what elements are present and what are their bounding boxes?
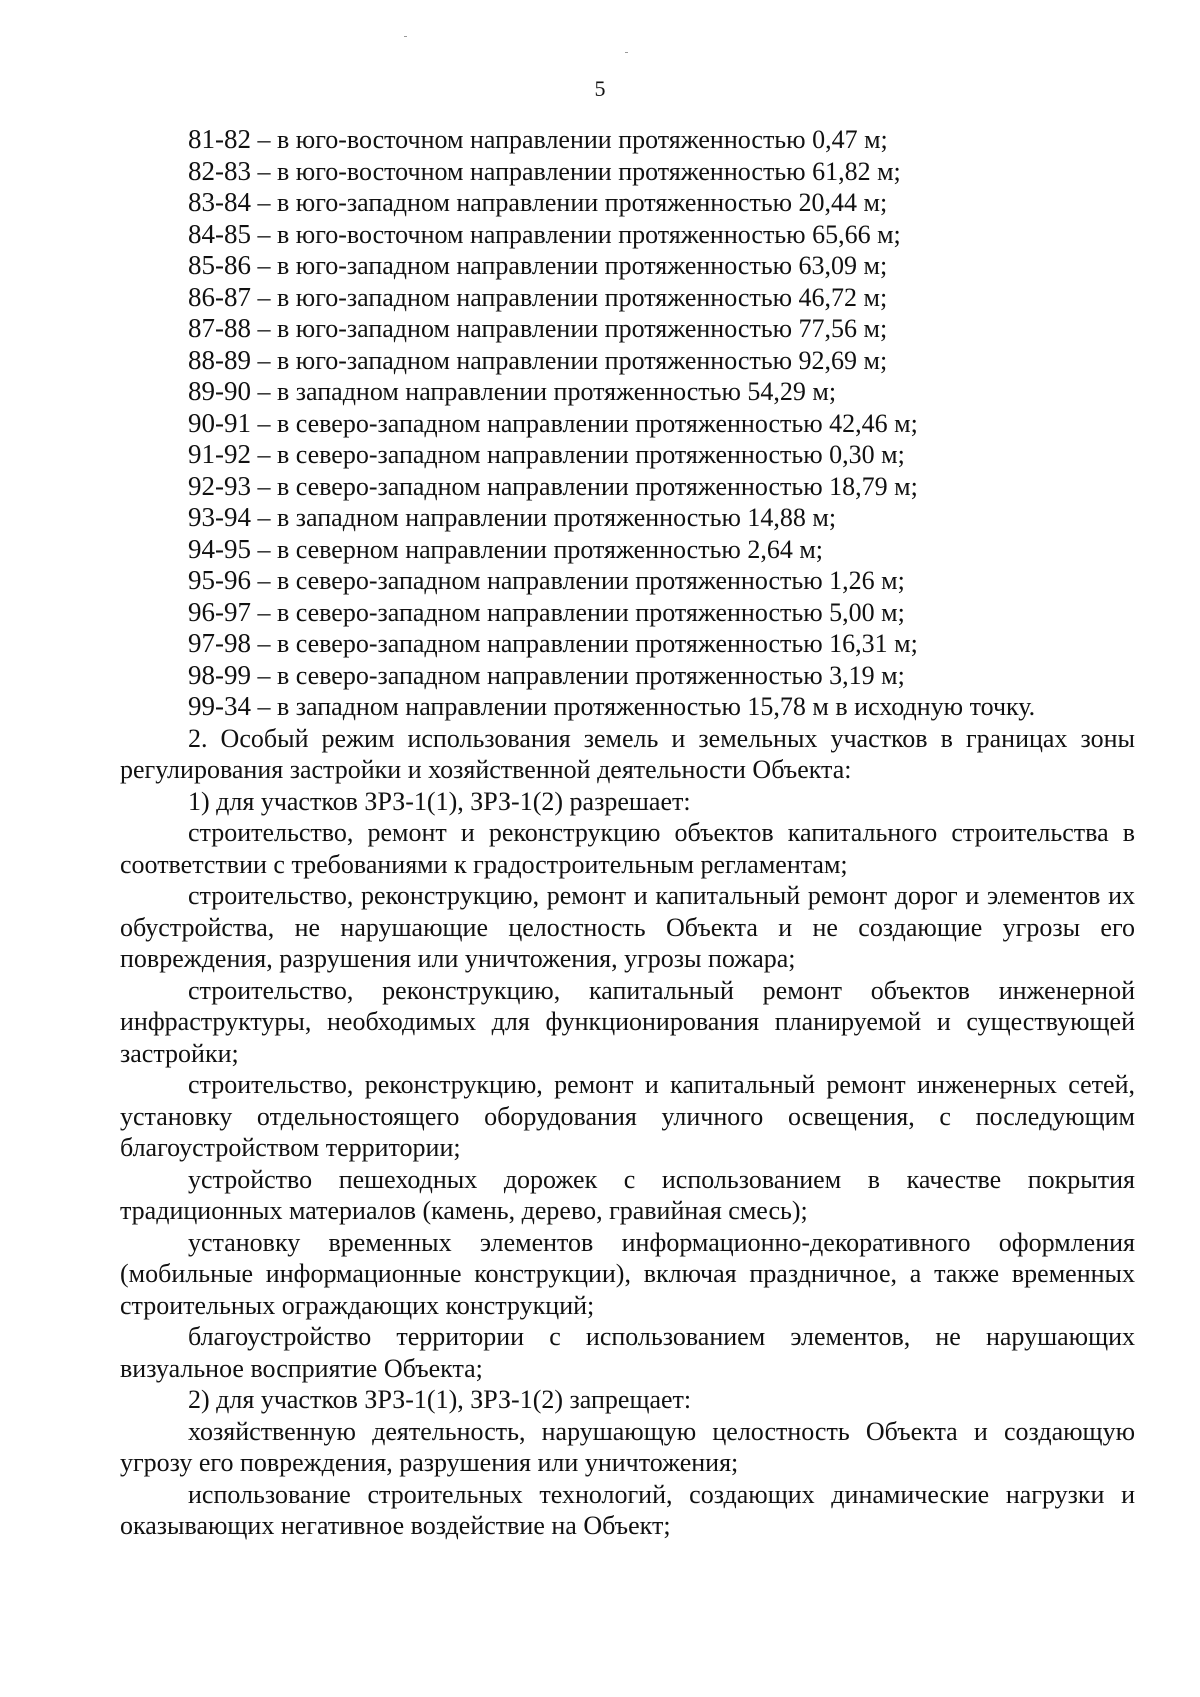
boundary-segment xyxy=(120,345,1135,377)
segment-range: 95-96 xyxy=(188,565,251,595)
boundary-segment xyxy=(120,156,1135,188)
segment-description: – в северо-западном направлении протяженностью 3,19 м; xyxy=(257,660,905,690)
segment-description: – в северо-западном направлении протяженностью 5,00 м; xyxy=(257,597,905,627)
prohibited-activity: использование строительных технологий, создающих динамические нагрузки и оказывающих негативное воздействие на Объект; xyxy=(120,1479,1135,1540)
segment-description: – в западном направлении протяженностью 54,29 м; xyxy=(257,377,837,406)
segment-description: – в юго-восточном направлении протяженностью 61,82 м; xyxy=(257,156,901,186)
permitted-activity: строительство, реконструкцию, капитальный ремонт объектов инженерной инфраструктуры, необходимых для функционирования планируемой и существующей застройки; xyxy=(120,975,1135,1068)
segment-range: 92-93 xyxy=(188,470,251,501)
boundary-segment-list xyxy=(120,124,1135,723)
segment-range: 97-98 xyxy=(188,628,251,658)
boundary-segment xyxy=(120,597,1135,629)
segment-description: – в западном направлении протяженностью 15,78 м в исходную точку. xyxy=(257,692,1036,721)
segment-description: – в северо-западном направлении протяженностью 1,26 м; xyxy=(257,566,905,595)
prohibited-activity: хозяйственную деятельность, нарушающую целостность Объекта и создающую угрозу его повреждения, разрушения или уничтожения; xyxy=(120,1416,1135,1477)
segment-range: 83-84 xyxy=(188,187,251,217)
segment-range: 94-95 xyxy=(188,533,251,564)
segment-description: – в юго-западном направлении протяженностью 92,69 м; xyxy=(257,345,888,375)
permitted-activity: строительство, реконструкцию, ремонт и капитальный ремонт инженерных сетей, установку отдельностоящего оборудования уличного освещения, с последующим благоустройством территории; xyxy=(120,1070,1135,1162)
segment-description: – в юго-восточном направлении протяженностью 65,66 м; xyxy=(257,219,901,249)
segment-description: – в юго-западном направлении протяженностью 77,56 м; xyxy=(257,314,888,343)
prohibits-heading: 2) для участков ЗРЗ-1(1), ЗРЗ-1(2) запрещает: xyxy=(188,1385,692,1414)
boundary-segment xyxy=(120,250,1135,282)
segment-description: – в северо-западном направлении протяженностью 0,30 м; xyxy=(257,440,905,469)
segment-range: 85-86 xyxy=(188,250,251,280)
segment-range: 86-87 xyxy=(188,281,251,312)
segment-description: – в юго-западном направлении протяженностью 63,09 м; xyxy=(257,251,888,280)
permitted-activity: строительство, ремонт и реконструкцию объектов капитального строительства в соответствии с требованиями к градостроительным регламентам; xyxy=(120,818,1135,879)
segment-range: 90-91 xyxy=(188,407,251,438)
segment-description: – в северо-западном направлении протяженностью 16,31 м; xyxy=(257,629,918,658)
boundary-segment xyxy=(120,691,1135,723)
boundary-segment xyxy=(120,565,1135,597)
boundary-segment xyxy=(120,282,1135,314)
boundary-segment xyxy=(120,376,1135,408)
segment-description: – в западном направлении протяженностью 14,88 м; xyxy=(257,503,837,532)
document-body xyxy=(120,124,1135,1542)
segment-description: – в северном направлении протяженностью 2,64 м; xyxy=(257,534,824,564)
segment-range: 98-99 xyxy=(188,659,251,690)
segment-range: 99-34 xyxy=(188,691,251,721)
boundary-segment xyxy=(120,502,1135,534)
boundary-segment xyxy=(120,439,1135,471)
section-2-intro: 2. Особый режим использования земель и земельных участков в границах зоны регулирования застройки и хозяйственной деятельности Объекта: xyxy=(120,723,1135,784)
boundary-segment xyxy=(120,534,1135,566)
segment-description: – в северо-западном направлении протяженностью 42,46 м; xyxy=(257,408,918,438)
segment-description: – в юго-восточном направлении протяженностью 0,47 м; xyxy=(257,125,888,154)
permitted-activity: устройство пешеходных дорожек с использованием в качестве покрытия традиционных материалов (камень, дерево, гравийная смесь); xyxy=(120,1164,1135,1225)
segment-range: 81-82 xyxy=(188,124,251,154)
permits-heading: 1) для участков ЗРЗ-1(1), ЗРЗ-1(2) разрешает: xyxy=(188,786,691,816)
segment-range: 96-97 xyxy=(188,596,251,627)
boundary-segment xyxy=(120,124,1135,156)
segment-range: 91-92 xyxy=(188,439,251,469)
segment-range: 84-85 xyxy=(188,218,251,249)
scan-speck xyxy=(404,36,407,37)
boundary-segment xyxy=(120,219,1135,251)
permitted-activity: установку временных элементов информационно-декоративного оформления (мобильные информационные конструкции), включая праздничное, а также временных строительных ограждающих конструкций; xyxy=(120,1227,1135,1320)
segment-range: 89-90 xyxy=(188,376,251,406)
segment-description: – в юго-западном направлении протяженностью 46,72 м; xyxy=(257,282,888,312)
segment-range: 82-83 xyxy=(188,155,251,186)
permits-list xyxy=(120,817,1135,1384)
scan-speck xyxy=(625,52,628,53)
segment-range: 93-94 xyxy=(188,502,251,532)
boundary-segment xyxy=(120,408,1135,440)
boundary-segment xyxy=(120,313,1135,345)
page-number: 5 xyxy=(594,76,606,101)
permitted-activity: благоустройство территории с использованием элементов, не нарушающих визуальное восприятие Объекта; xyxy=(120,1322,1135,1383)
boundary-segment xyxy=(120,660,1135,692)
prohibits-list xyxy=(120,1416,1135,1542)
segment-description: – в северо-западном направлении протяженностью 18,79 м; xyxy=(257,471,918,501)
segment-range: 88-89 xyxy=(188,344,251,375)
boundary-segment xyxy=(120,187,1135,219)
segment-range: 87-88 xyxy=(188,313,251,343)
permitted-activity: строительство, реконструкцию, ремонт и капитальный ремонт дорог и элементов их обустройства, не нарушающие целостность Объекта и не создающие угрозы его повреждения, разрушения или уничтожения, угрозы пожара; xyxy=(120,881,1135,973)
boundary-segment xyxy=(120,471,1135,503)
segment-description: – в юго-западном направлении протяженностью 20,44 м; xyxy=(257,188,888,217)
boundary-segment xyxy=(120,628,1135,660)
